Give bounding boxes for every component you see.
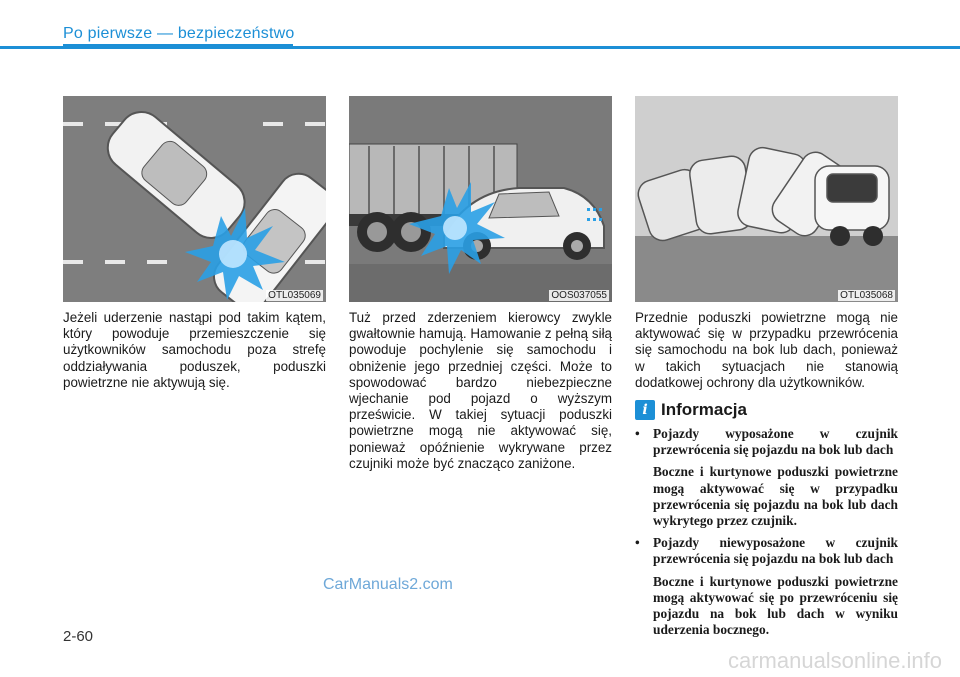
bullet-body: Boczne i kurtynowe poduszki powietrzne mogą aktywować się po przewróceniu się pojazdu na bok lub dach w wyniku uderzenia bocznego. [653,573,898,638]
page-number: 2-60 [63,628,94,645]
paragraph-side-impact: Jeżeli uderzenie nastąpi pod takim kątem, który powoduje przemieszczenie się użytkowników samochodu poza strefę oddziaływania poduszek, poduszki powietrzne nie aktywują się. [63,310,326,390]
paragraph-rollover: Przednie poduszki powietrzne mogą nie aktywować się w przypadku przewrócenia się samochodu na bok lub dach, ponieważ w takich sytuacjach nie stanowią dodatkowej ochrony dla użytkowników. [635,310,898,390]
figure-underride [349,96,612,302]
bullet-heading: Pojazdy niewyposażone w czujnik przewrócenia się pojazdu na bok lub dach [653,535,898,567]
figure-side-impact [63,96,326,302]
bullet-mark: • [635,535,640,551]
figure-rollover [635,96,898,302]
header-rule-accent [63,44,293,49]
truck-underride-illustration [349,96,612,302]
bullet-body: Boczne i kurtynowe poduszki powietrzne mogą aktywować się w przypadku przewrócenia się pojazdu na bok lub dach wykrytego przez czujnik. [653,464,898,529]
info-bullet [635,426,898,458]
info-icon: i [635,400,655,420]
figure-code: OTL035068 [840,290,893,301]
side-impact-angle-illustration [63,96,326,302]
rollover-illustration [635,96,898,302]
watermark-right: carmanualsonline.info [727,648,942,673]
info-title: Informacja [661,400,747,419]
paragraph-underride: Tuż przed zderzeniem kierowcy zwykle gwałtownie hamują. Hamowanie z pełną siłą powoduje pochylenie się samochodu i obniżenie jego przedniej części. Może to spowodować bardzo niebezpieczne wjechanie pod pojazd o wyższym prześwicie. W takiej sytuacji poduszki powietrzne mogą nie aktywować się, ponieważ opóźnienie wykrywane przez czujniki może być znacząco zaniżone. [349,310,612,471]
figure-code: OTL035069 [268,290,321,301]
figure-code: OOS037055 [551,290,607,301]
bullet-mark: • [635,426,640,441]
info-bullet [635,535,898,567]
info-body [635,426,898,644]
section-title: Po pierwsze — bezpieczeństwo [63,25,295,42]
watermark-left: CarManuals2.com [323,576,453,593]
bullet-heading: Pojazdy wyposażone w czujnik przewrócenia się pojazdu na bok lub dach [653,426,898,458]
